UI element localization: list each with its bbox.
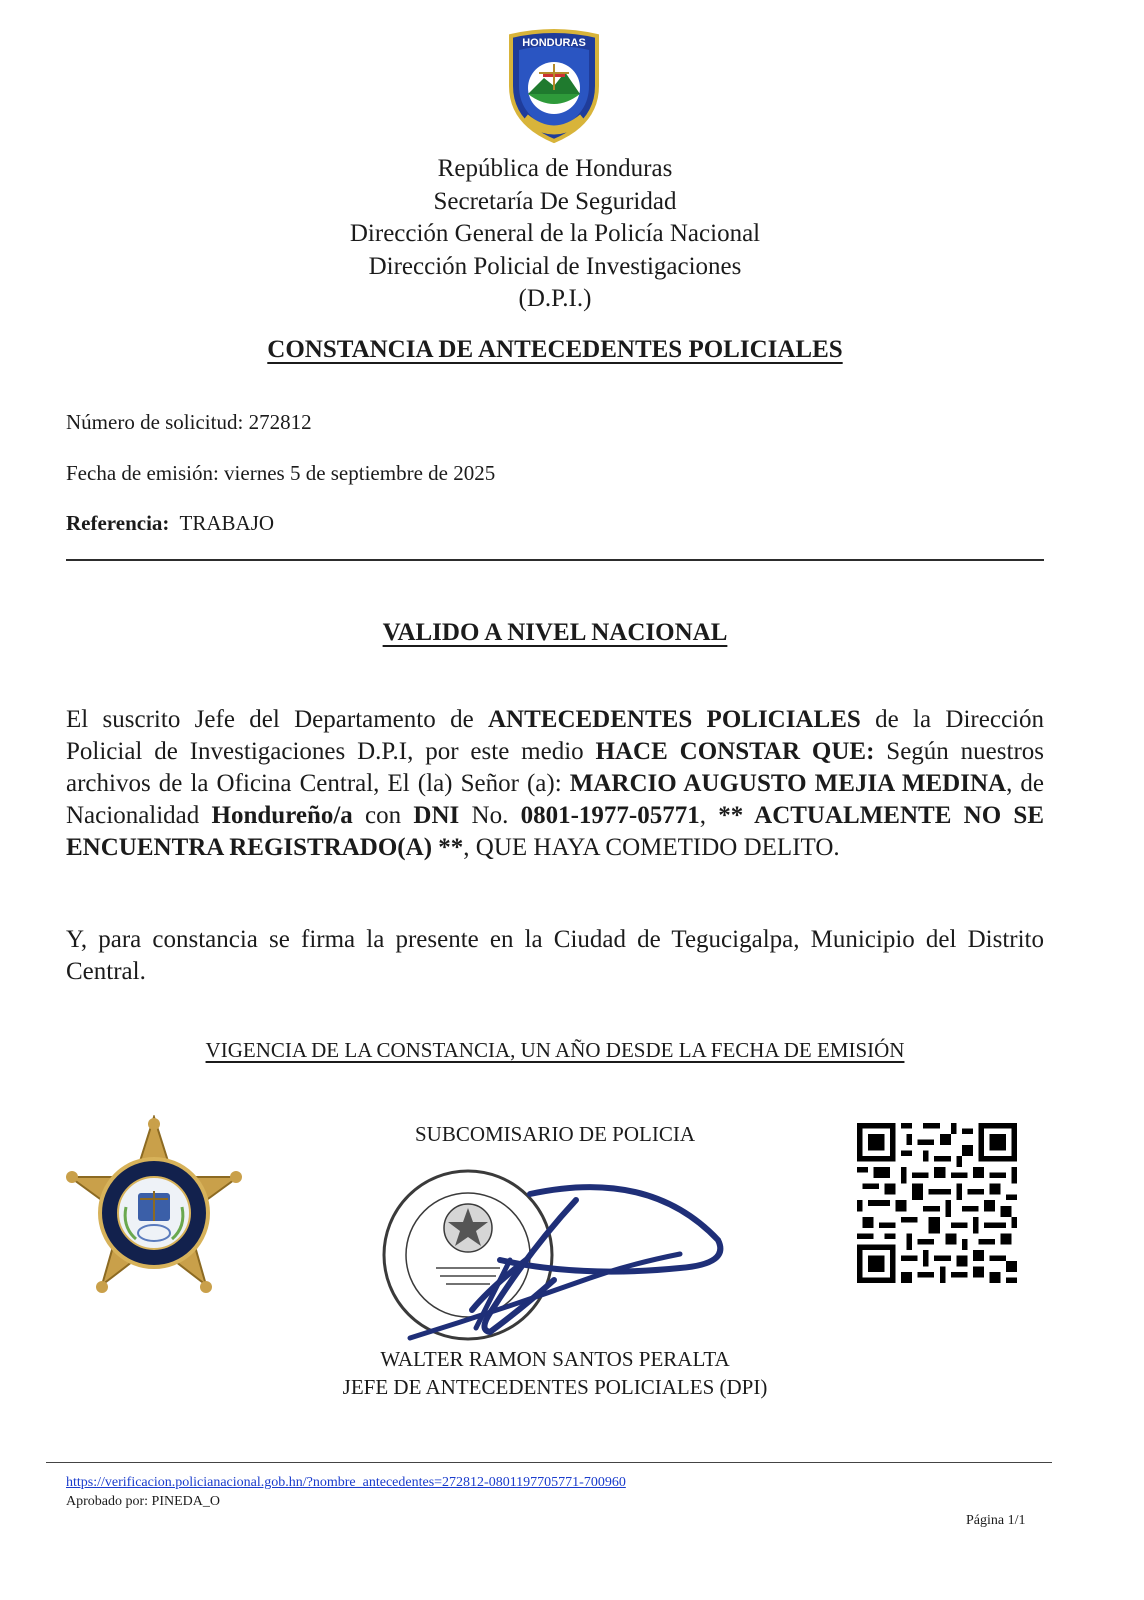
footer-divider bbox=[46, 1462, 1052, 1463]
issue-date-label: Fecha de emisión: bbox=[66, 461, 219, 485]
police-shield-emblem bbox=[503, 28, 605, 144]
request-number-value: 272812 bbox=[248, 410, 312, 434]
reference-label: Referencia: bbox=[66, 511, 170, 535]
hace-constar: HACE CONSTAR QUE: bbox=[595, 738, 875, 765]
signer-position: JEFE DE ANTECEDENTES POLICIALES (DPI) bbox=[342, 1375, 768, 1399]
header-line-direccion-general: Dirección General de la Policía Nacional bbox=[349, 220, 761, 247]
divider bbox=[66, 559, 1044, 561]
issue-date-value: viernes 5 de septiembre de 2025 bbox=[224, 461, 496, 485]
header-line-republic: República de Honduras bbox=[437, 155, 673, 182]
verification-link[interactable]: https://verificacion.policianacional.gob.hn/?nombre_antecedentes=272812-0801197705771-700960 bbox=[66, 1475, 626, 1490]
validity-period: VIGENCIA DE LA CONSTANCIA, UN AÑO DESDE LA FECHA DE EMISIÓN bbox=[205, 1038, 905, 1062]
request-number bbox=[66, 410, 312, 435]
signer-rank: SUBCOMISARIO DE POLICIA bbox=[414, 1122, 696, 1146]
page-number: Página 1/1 bbox=[966, 1513, 1026, 1528]
signing-paragraph: Y, para constancia se firma la presente en la Ciudad de Tegucigalpa, Municipio del Distrito Central. bbox=[66, 926, 1044, 985]
official-seal-and-signature bbox=[380, 1160, 740, 1350]
approved-by: Aprobado por: PINEDA_O bbox=[66, 1494, 220, 1509]
verification-qr-code[interactable] bbox=[857, 1123, 1017, 1283]
svg-text:HONDURAS: HONDURAS bbox=[522, 37, 586, 49]
department-name: ANTECEDENTES POLICIALES bbox=[488, 706, 861, 733]
header-line-dpi-abbrev: (D.P.I.) bbox=[518, 285, 592, 312]
request-number-label: Número de solicitud: bbox=[66, 410, 244, 434]
reference-value: TRABAJO bbox=[179, 511, 275, 535]
reference bbox=[66, 511, 274, 536]
header-line-dpi: Dirección Policial de Investigaciones bbox=[368, 252, 742, 280]
header-line-secretariat: Secretaría De Seguridad bbox=[433, 187, 677, 215]
certification-paragraph: El suscrito Jefe del Departamento de ANTECEDENTES POLICIALES de la Dirección Policial de Investigaciones D.P.I, por este medio HACE CONSTAR QUE: Según nuestros archivos de la Oficina Central, El (la) Señor (a): MARCIO AUGUSTO MEJIA MEDINA, de Nacionalidad Hondureño/a con DNI No. 0801-1977-05771, ** ACTUALMENTE NO SE ENCUENTRA REGISTRADO(A) **, QUE HAYA COMETIDO DELITO. bbox=[66, 706, 1044, 861]
dni-number: 0801-1977-05771 bbox=[520, 802, 700, 829]
issue-date bbox=[66, 461, 495, 486]
person-name: MARCIO AUGUSTO MEJIA MEDINA bbox=[569, 770, 1007, 797]
signer-name: WALTER RAMON SANTOS PERALTA bbox=[380, 1347, 730, 1371]
record-status: ** ACTUALMENTE NO SE ENCUENTRA REGISTRADO(A) ** bbox=[66, 802, 1044, 861]
validity-title: VALIDO A NIVEL NACIONAL bbox=[382, 619, 728, 646]
dni-label: DNI bbox=[413, 802, 460, 829]
nationality: Hondureño/a bbox=[211, 802, 353, 829]
document-title: CONSTANCIA DE ANTECEDENTES POLICIALES bbox=[267, 336, 843, 363]
